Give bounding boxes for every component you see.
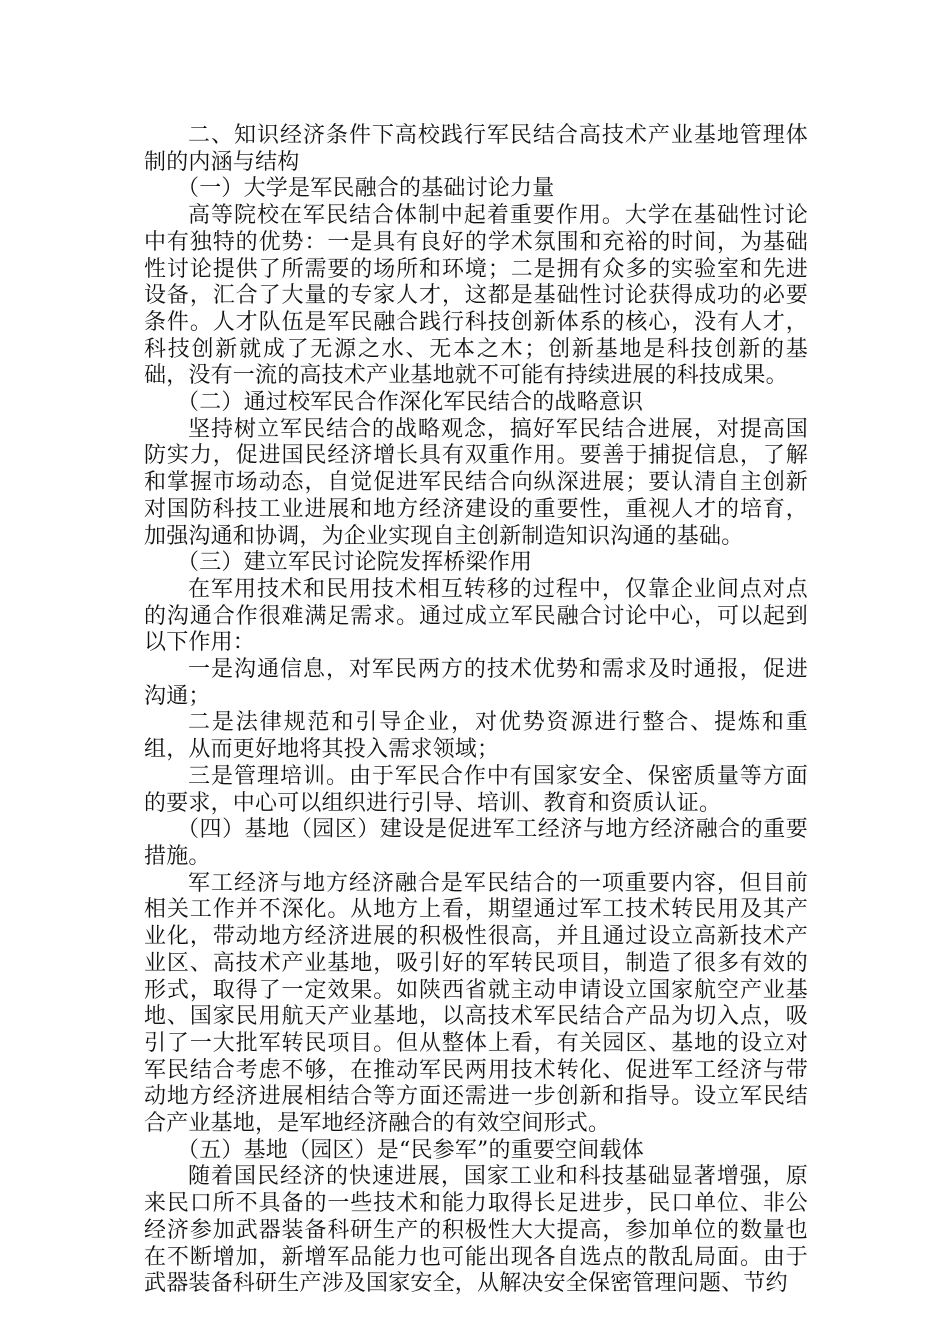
body-paragraph: 在军用技术和民用技术相互转移的过程中，仅靠企业间点对点的沟通合作很难满足需求。通过成立军民融合讨论中心，可以起到以下作用： <box>144 576 808 656</box>
subsection-heading-3: （三）建立军民讨论院发挥桥梁作用 <box>177 550 533 576</box>
body-paragraph: 军工经济与地方经济融合是军民结合的一项重要内容，但目前相关工作并不深化。从地方上看，期望通过军工技术转民用及其产业化，带动地方经济进展的积极性很高，并且通过设立高新技术产业区、高技术产业基地，吸引好的军转民项目，制造了很多有效的形式，取得了一定效果。如陕西省就主动申请设立国家航空产业基地、国家民用航天产业基地，以高技术军民结合产品为切入点，吸引了一大批军转民项目。但从整体上看，有关园区、基地的设立对军民结合考虑不够，在推动军民两用技术转化、促进军工经济与带动地方经济进展相结合等方面还需进一步创新和指导。设立军民结合产业基地，是军地经济融合的有效空间形式。 <box>144 870 808 1137</box>
list-item: 一是沟通信息，对军民两方的技术优势和需求及时通报，促进沟通； <box>144 657 808 709</box>
subsection-heading-5: （五）基地（园区）是“民参军”的重要空间载体 <box>177 1137 644 1163</box>
list-item: 二是法律规范和引导企业，对优势资源进行整合、提炼和重组，从而更好地将其投入需求领域； <box>144 710 808 763</box>
subsection-heading-1: （一）大学是军民融合的基础讨论力量 <box>177 176 555 202</box>
list-item: 三是管理培训。由于军民合作中有国家安全、保密质量等方面的要求，中心可以组织进行引导、培训、教育和资质认证。 <box>144 763 808 816</box>
body-paragraph: 随着国民经济的快速进展，国家工业和科技基础显著增强，原来民口所不具备的一些技术和能力取得长足进步，民口单位、非公经济参加武器装备科研生产的积极性大大提高，参加单位的数量也在不断增加，新增军品能力也可能出现各自选点的散乱局面。由于武器装备科研生产涉及国家安全，从解决安全保密管理问题、节约 <box>144 1164 808 1297</box>
body-paragraph: 高等院校在军民结合体制中起着重要作用。大学在基础性讨论中有独特的优势：一是具有良好的学术氛围和充裕的时间，为基础性讨论提供了所需要的场所和环境；二是拥有众多的实验室和先进设备，汇合了大量的专家人才，这都是基础性讨论获得成功的必要条件。人才队伍是军民融合践行科技创新体系的核心，没有人才，科技创新就成了无源之水、无本之木；创新基地是科技创新的基础，没有一流的高技术产业基地就不可能有持续进展的科技成果。 <box>144 203 808 389</box>
subsection-heading-4: （四）基地（园区）建设是促进军工经济与地方经济融合的重要措施。 <box>144 817 808 869</box>
section-heading: 二、知识经济条件下高校践行军民结合高技术产业基地管理体制的内涵与结构 <box>144 123 808 175</box>
subsection-heading-2: （二）通过校军民合作深化军民结合的战略意识 <box>177 390 644 416</box>
document-page <box>144 123 808 1298</box>
body-paragraph: 坚持树立军民结合的战略观念，搞好军民结合进展，对提高国防实力，促进国民经济增长具有双重作用。要善于捕捉信息，了解和掌握市场动态，自觉促进军民结合向纵深进展；要认清自主创新对国防科技工业进展和地方经济建设的重要性，重视人才的培育，加强沟通和协调，为企业实现自主创新制造知识沟通的基础。 <box>144 416 808 549</box>
